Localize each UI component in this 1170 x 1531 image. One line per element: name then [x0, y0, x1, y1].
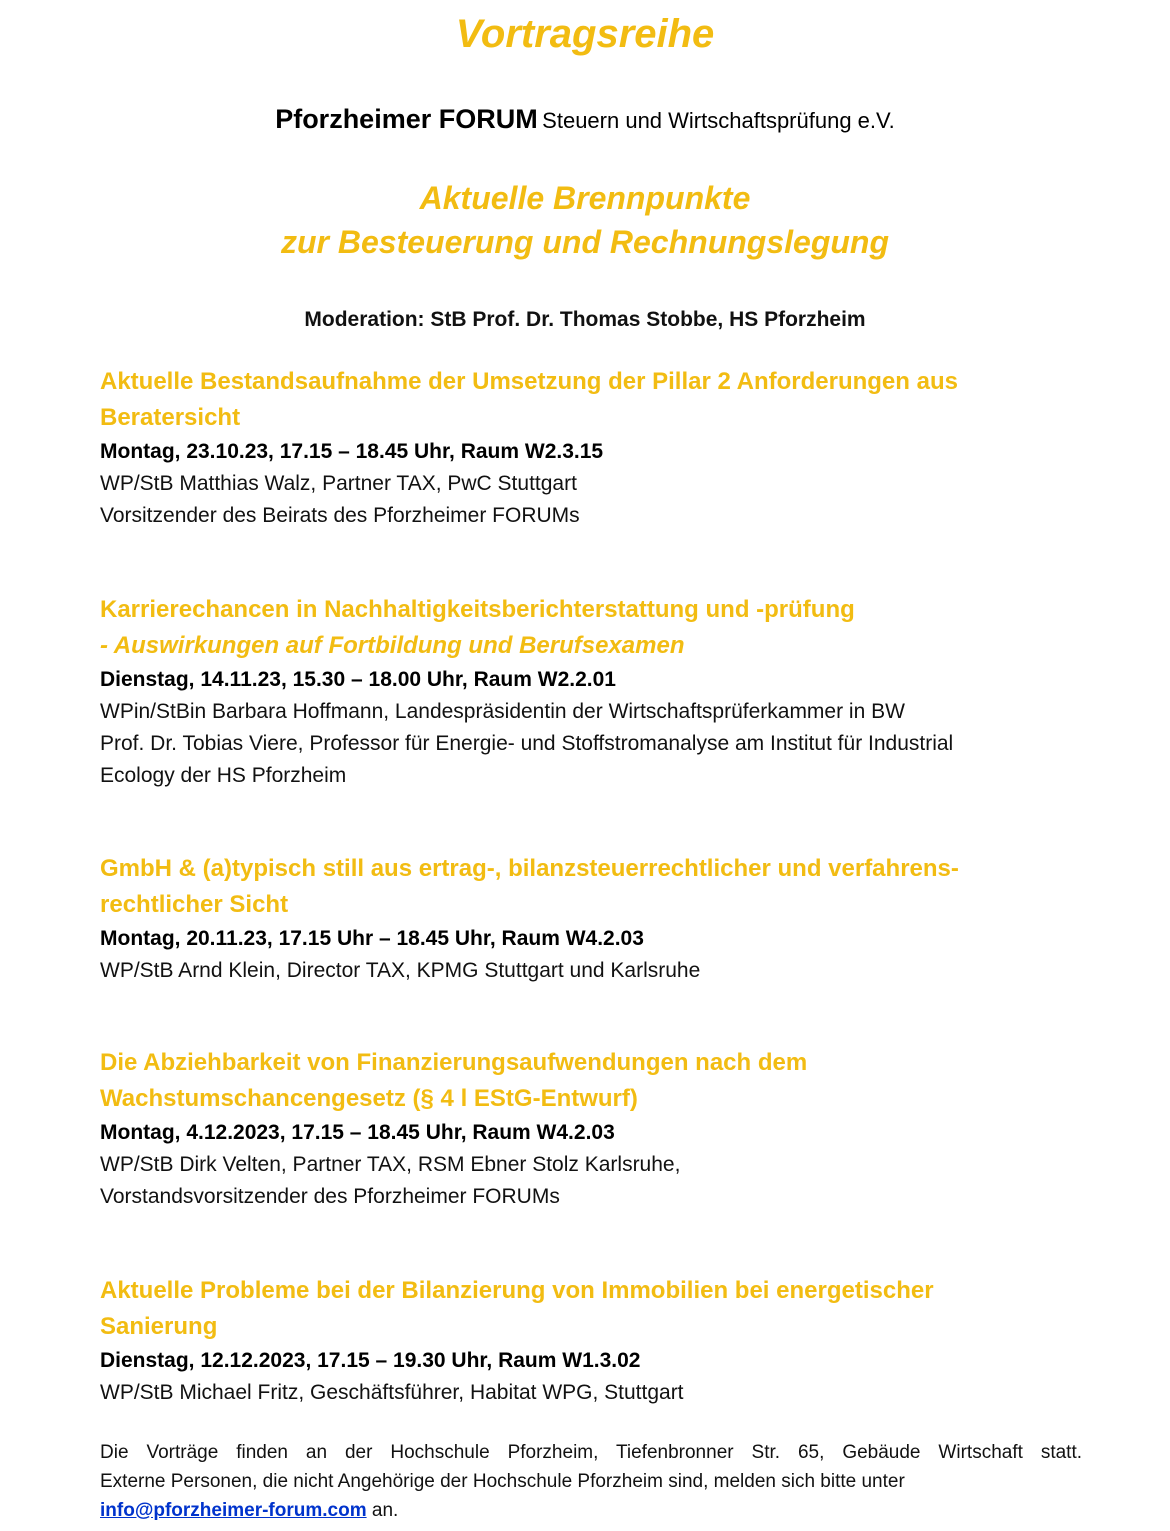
footer-line-3: [100, 1496, 1082, 1525]
event-speaker-detail: Vorsitzender des Beirats des Pforzheimer FORUMs: [100, 504, 580, 527]
event-title-line-1: Aktuelle Bestandsaufnahme der Umsetzung der Pillar 2 Anforderungen aus: [100, 368, 958, 395]
event-speaker: WPin/StBin Barbara Hoffmann, Landespräsidentin der Wirtschaftsprüferkammer in BW: [100, 700, 905, 723]
event-item: [100, 592, 1100, 792]
event-speaker-2-detail: Ecology der HS Pforzheim: [100, 764, 347, 787]
event-item: [100, 1273, 1100, 1409]
organizer-line: [0, 104, 1170, 135]
series-subtitle: [0, 176, 1170, 264]
event-speaker: WP/StB Matthias Walz, Partner TAX, PwC Stuttgart: [100, 472, 577, 495]
event-date: Dienstag, 14.11.23, 15.30 – 18.00 Uhr, Raum W2.2.01: [100, 668, 616, 691]
event-title-line-1: Die Abziehbarkeit von Finanzierungsaufwendungen nach dem: [100, 1049, 808, 1076]
footer-note: [100, 1438, 1082, 1525]
event-title: [100, 592, 1100, 664]
event-title-line-1: Aktuelle Probleme bei der Bilanzierung von Immobilien bei energetischer: [100, 1277, 934, 1304]
event-item: [100, 364, 1100, 532]
email-link[interactable]: info@pforzheimer-forum.com: [100, 1500, 367, 1521]
event-title: [100, 1273, 1100, 1345]
event-title-line-1: GmbH & (a)typisch still aus ertrag-, bilanzsteuerrechtlicher und verfahrens-: [100, 855, 959, 882]
event-title-line-1: Karrierechancen in Nachhaltigkeitsberichterstattung und -prüfung: [100, 596, 855, 623]
event-title: [100, 851, 1100, 923]
event-title-line-2: - Auswirkungen auf Fortbildung und Berufsexamen: [100, 632, 685, 659]
event-title-line-2: Sanierung: [100, 1313, 218, 1340]
event-speaker-detail: Vorstandsvorsitzender des Pforzheimer FORUMs: [100, 1185, 560, 1208]
event-date: Montag, 23.10.23, 17.15 – 18.45 Uhr, Raum W2.3.15: [100, 440, 604, 463]
event-item: [100, 851, 1100, 987]
event-title: [100, 364, 1100, 436]
footer-line-2: Externe Personen, die nicht Angehörige der Hochschule Pforzheim sind, melden sich bitte unter: [100, 1471, 905, 1492]
event-date: Dienstag, 12.12.2023, 17.15 – 19.30 Uhr, Raum W1.3.02: [100, 1349, 641, 1372]
organizer-suffix: Steuern und Wirtschaftsprüfung e.V.: [542, 108, 895, 133]
event-speaker: WP/StB Michael Fritz, Geschäftsführer, Habitat WPG, Stuttgart: [100, 1381, 684, 1404]
event-title-line-2: Beratersicht: [100, 404, 241, 431]
subtitle-line-2: zur Besteuerung und Rechnungslegung: [280, 224, 889, 260]
event-date: Montag, 4.12.2023, 17.15 – 18.45 Uhr, Raum W4.2.03: [100, 1121, 615, 1144]
subtitle-line-1: Aktuelle Brennpunkte: [419, 180, 751, 216]
page-title: Vortragsreihe: [455, 12, 715, 56]
footer-line-1: Die Vorträge finden an der Hochschule Pforzheim, Tiefenbronner Str. 65, Gebäude Wirtschaft statt.: [100, 1442, 1082, 1463]
event-speaker-2: Prof. Dr. Tobias Viere, Professor für Energie- und Stoffstromanalyse am Institut für Industrial: [100, 732, 954, 755]
event-title-line-2: rechtlicher Sicht: [100, 891, 289, 918]
event-speaker: WP/StB Arnd Klein, Director TAX, KPMG Stuttgart und Karlsruhe: [100, 959, 701, 982]
event-item: [100, 1045, 1100, 1213]
event-speaker: WP/StB Dirk Velten, Partner TAX, RSM Ebner Stolz Karlsruhe,: [100, 1153, 681, 1176]
organizer-name: Pforzheimer FORUM: [275, 104, 538, 134]
event-date: Montag, 20.11.23, 17.15 Uhr – 18.45 Uhr, Raum W4.2.03: [100, 927, 644, 950]
moderation-line: Moderation: StB Prof. Dr. Thomas Stobbe, HS Pforzheim: [304, 308, 866, 331]
event-title-line-2: Wachstumschancengesetz (§ 4 l EStG-Entwurf): [100, 1085, 638, 1112]
footer-line-3-suffix: an.: [366, 1500, 399, 1521]
event-title: [100, 1045, 1100, 1117]
